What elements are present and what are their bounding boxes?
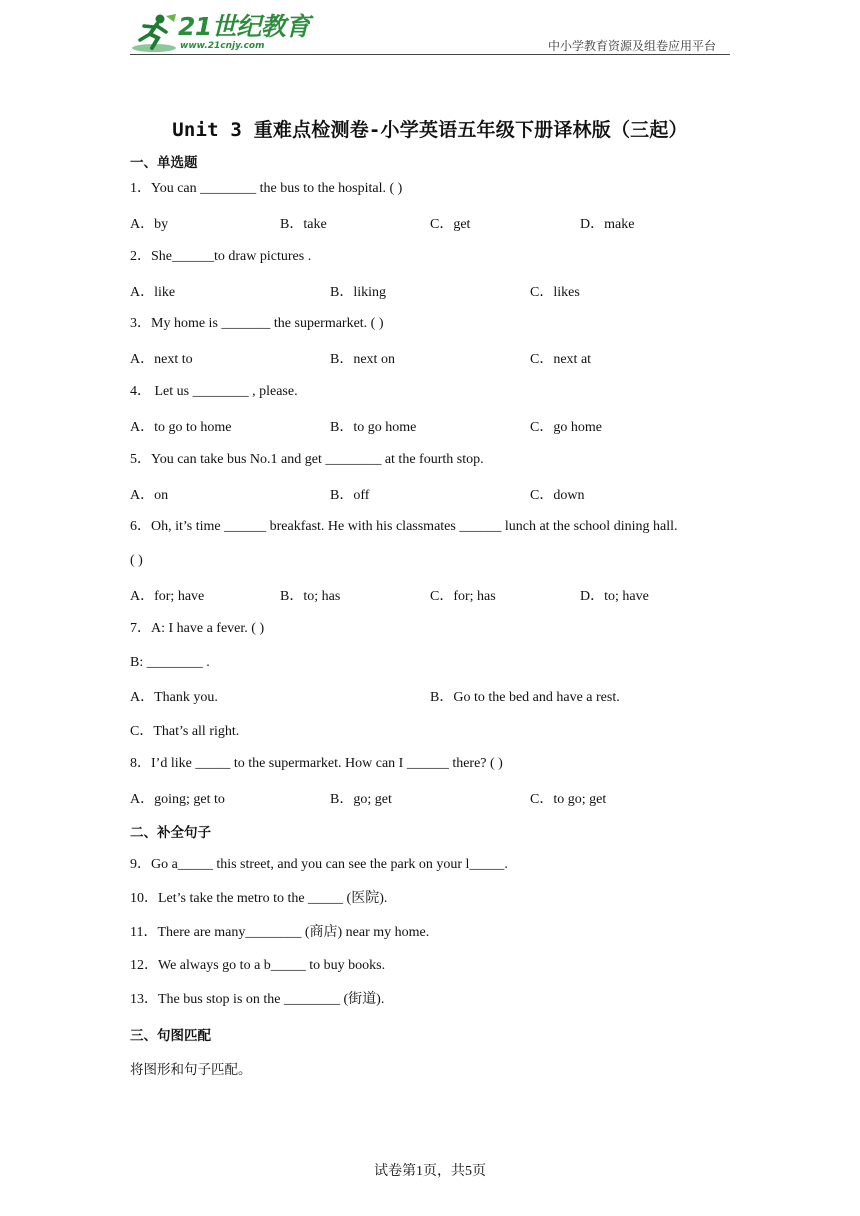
q3-option-a[interactable]: A．next to [130,352,193,367]
logo-url: www.21cnjy.com [180,41,265,51]
q1-option-c[interactable]: C．get [430,217,471,232]
question-5-stem: 5．You can take bus No.1 and get ________ at the fourth stop. [130,452,484,467]
q5-option-c[interactable]: C．down [530,488,585,503]
q2-option-b[interactable]: B．liking [330,285,387,300]
page-header [130,12,730,56]
header-divider [130,54,730,55]
q4-option-a[interactable]: A．to go to home [130,420,232,435]
page-footer: 试卷第1页，共5页 [374,1164,486,1179]
question-7-stem-b: B: ________ . [130,655,210,670]
question-4-stem: 4． Let us ________ , please. [130,384,298,399]
question-7-stem: 7．A: I have a fever. ( ) [130,621,265,636]
question-2-stem: 2．She______to draw pictures . [130,249,312,264]
q6-option-b[interactable]: B．to; has [280,589,341,604]
question-3-stem: 3．My home is _______ the supermarket. ( ) [130,316,384,331]
q4-option-c[interactable]: C．go home [530,420,602,435]
q3-option-b[interactable]: B．next on [330,352,395,367]
question-12: 12．We always go to a b_____ to buy books. [130,958,386,973]
q1-option-a[interactable]: A．by [130,217,169,232]
q7-option-a[interactable]: A．Thank you. [130,690,218,705]
section-heading-single-choice: 一、单选题 [130,155,198,171]
runner-icon [130,12,178,56]
question-6-stem: 6．Oh, it’s time ______ breakfast. He with his classmates ______ lunch at the school dining hall. [130,519,678,534]
q1-option-d[interactable]: D．make [580,217,635,232]
match-instruction: 将图形和句子匹配。 [130,1062,252,1078]
question-6-stem-cont: ( ) [130,553,143,568]
question-11: 11．There are many________ (商店) near my home. [130,925,430,940]
q2-option-a[interactable]: A．like [130,285,176,300]
question-13: 13．The bus stop is on the ________ (街道). [130,992,385,1007]
logo-wordmark: 21世纪教育 [178,12,310,41]
q7-option-b[interactable]: B．Go to the bed and have a rest. [430,690,620,705]
section-heading-picture-match: 三、句图匹配 [130,1028,211,1044]
q6-option-a[interactable]: A．for; have [130,589,205,604]
question-1-stem: 1．You can ________ the bus to the hospital. ( ) [130,181,403,196]
q8-option-a[interactable]: A．going; get to [130,792,225,807]
platform-label: 中小学教育资源及组卷应用平台 [547,39,716,53]
q7-option-c[interactable]: C．That’s all right. [130,724,240,739]
q1-option-b[interactable]: B．take [280,217,327,232]
page-title: Unit 3 重难点检测卷-小学英语五年级下册译林版（三起） [172,119,688,141]
question-9: 9．Go a_____ this street, and you can see the park on your l_____. [130,857,508,872]
q8-option-c[interactable]: C．to go; get [530,792,607,807]
question-8-stem: 8．I’d like _____ to the supermarket. How can I ______ there? ( ) [130,756,503,771]
site-logo [130,12,310,56]
q5-option-a[interactable]: A．on [130,488,169,503]
q3-option-c[interactable]: C．next at [530,352,592,367]
q6-option-c[interactable]: C．for; has [430,589,496,604]
q2-option-c[interactable]: C．likes [530,285,580,300]
section-heading-complete-sentences: 二、补全句子 [130,825,211,841]
q8-option-b[interactable]: B．go; get [330,792,392,807]
q4-option-b[interactable]: B．to go home [330,420,417,435]
q6-option-d[interactable]: D．to; have [580,589,649,604]
question-10: 10．Let’s take the metro to the _____ (医院). [130,891,388,906]
q5-option-b[interactable]: B．off [330,488,370,503]
